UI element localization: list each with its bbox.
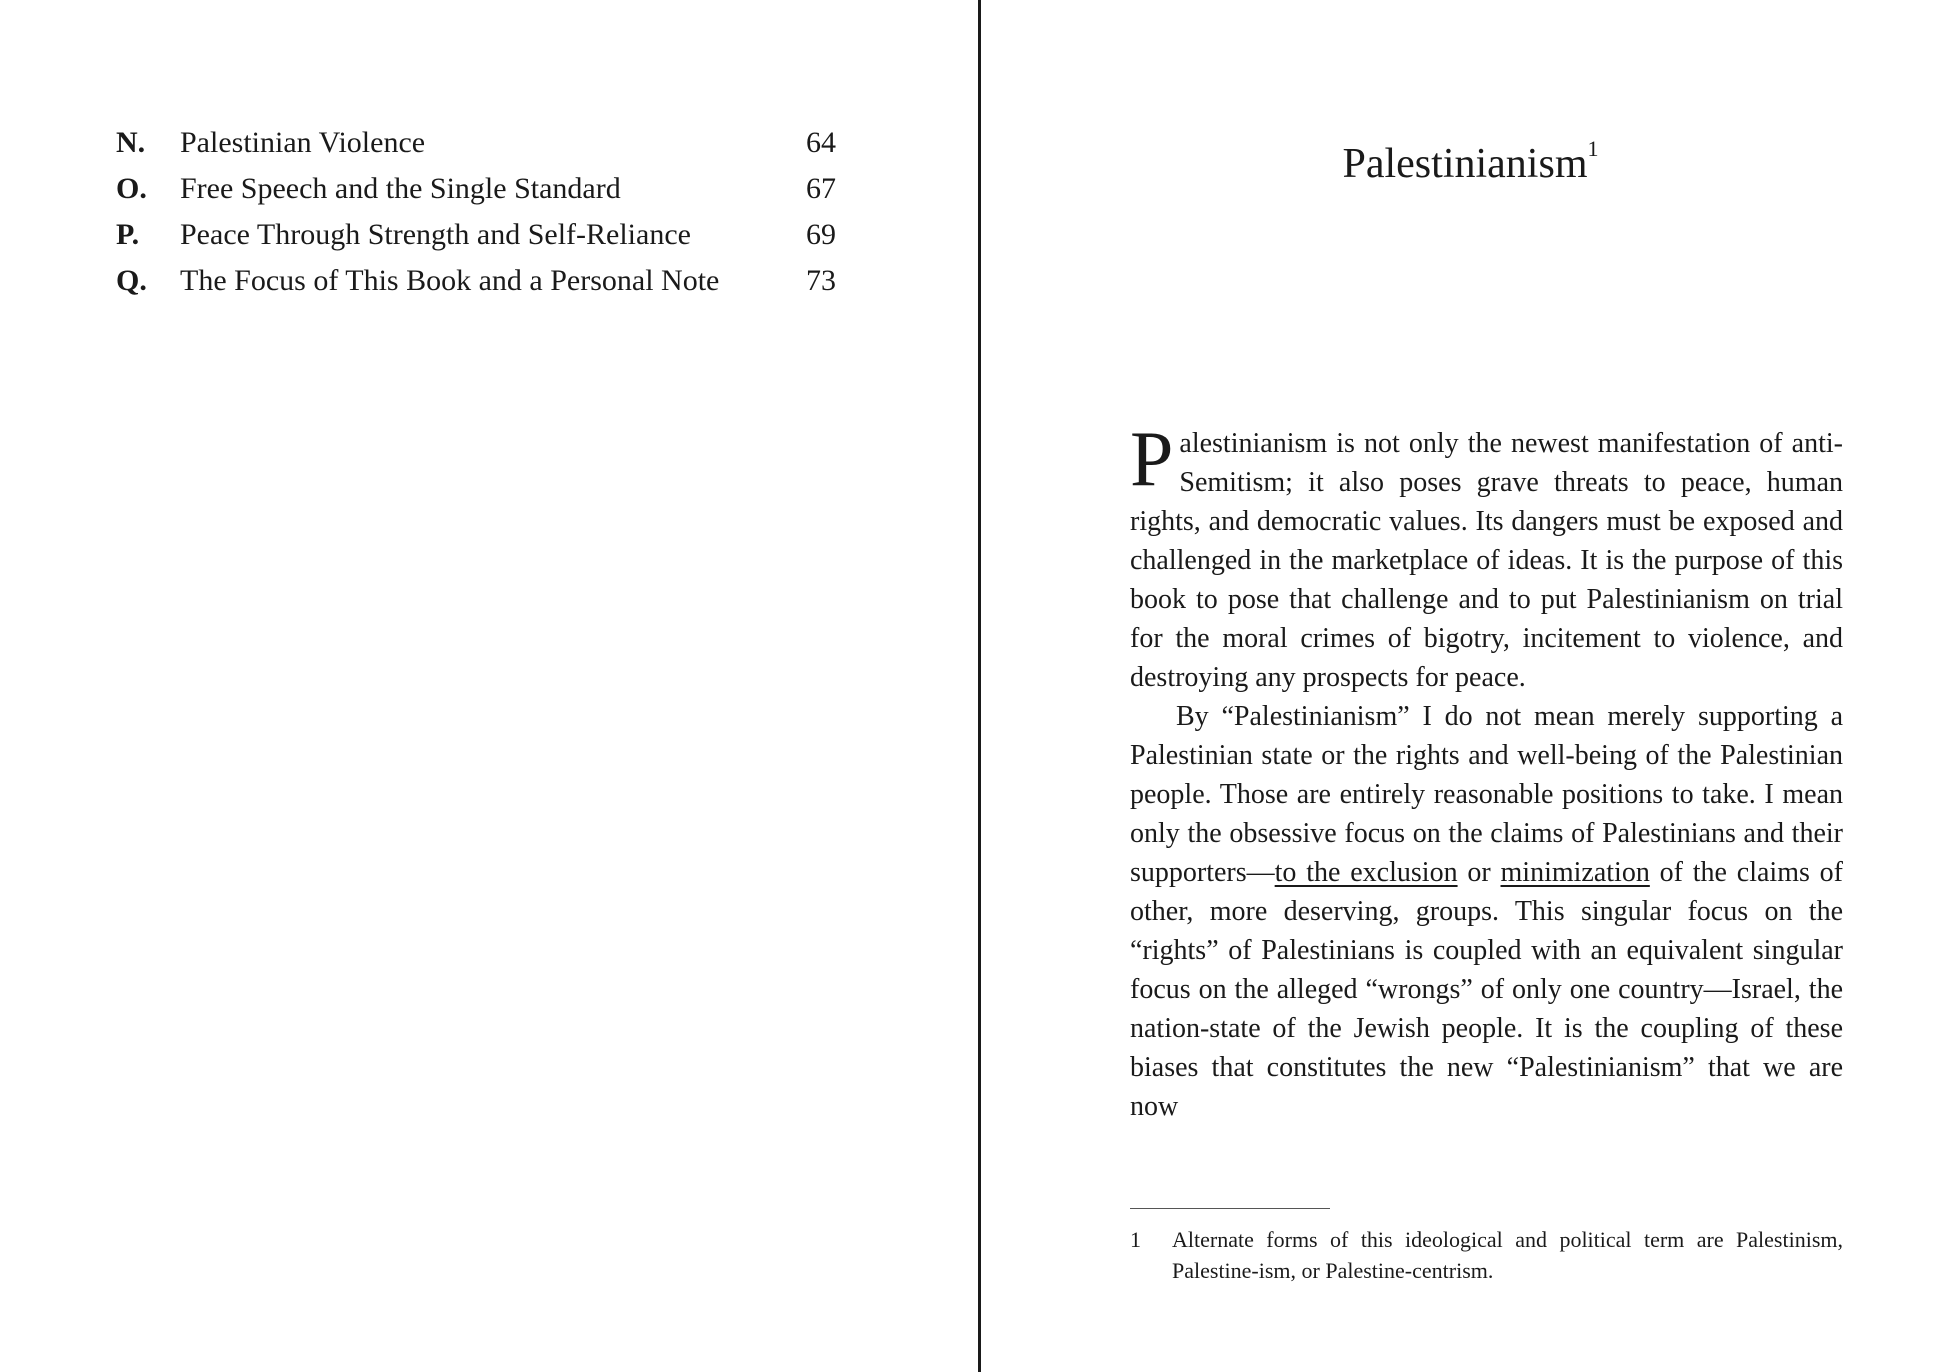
right-page [981,0,1960,1372]
chapter-title-text: Palestinianism [1342,141,1588,187]
footnote-marker: 1 [1587,136,1599,161]
underlined-phrase: to the exclusion [1274,857,1458,888]
toc-entry-page: 64 [806,126,836,159]
toc-entry [116,172,836,218]
toc-entry-title: The Focus of This Book and a Personal Note [180,264,720,297]
footnote-number: 1 [1130,1227,1141,1252]
paragraph [1130,697,1843,1126]
body-text [1130,415,1843,1126]
toc-entry-page: 73 [806,264,836,297]
paragraph-text: of the claims of other, more deserving, groups. This singular focus on the “rights” of Palestinians is coupled with an equivalent singular focus on the alleged “wrongs” of only one country—Israel, the nation-state of the Jewish people. It is the coupling of these biases that constitutes the new “Palestinianism” that we are now [1130,857,1843,1122]
paragraph-text: or [1457,857,1501,888]
toc-entry-page: 69 [806,218,836,251]
chapter-title [981,136,1960,188]
toc-entry-letter: P. [116,218,140,251]
paragraph [1130,415,1843,697]
toc-entry [116,126,836,172]
toc-entry-letter: O. [116,172,147,205]
toc-entry-letter: Q. [116,264,147,297]
toc-entry-title: Palestinian Violence [180,126,426,159]
left-page [0,0,978,1372]
toc-entry [116,264,836,310]
toc-entry [116,218,836,264]
drop-cap: P [1130,415,1174,502]
footnote [1130,1224,1843,1286]
toc-entry-title: Peace Through Strength and Self-Reliance [180,218,691,251]
footnote-rule [1130,1208,1330,1209]
underlined-phrase: minimization [1500,857,1650,888]
paragraph-text: alestinianism is not only the newest manifestation of anti-Semitism; it also poses grave threats to peace, human rights, and democratic values. Its dangers must be exposed and challenged in the marketplace of ideas. It is the purpose of this book to pose that challenge and to put Palestinianism on trial for the moral crimes of bigotry, incitement to violence, and destroying any prospects for peace. [1130,428,1843,693]
table-of-contents [116,126,836,310]
toc-entry-page: 67 [806,172,836,205]
paragraph-text: By “Palestinianism” I do not mean merely supporting a Palestinian state or the rights and well-being of the Palestinian people. Those are entirely reasonable positions to take. I mean only the obsessive focus on the claims of Palestinians and their supporters— [1130,701,1843,888]
footnote-text: Alternate forms of this ideological and political term are Palestinism, Palestine-ism, or Palestine-centrism. [1172,1227,1843,1283]
toc-entry-title: Free Speech and the Single Standard [180,172,621,205]
toc-entry-letter: N. [116,126,146,159]
